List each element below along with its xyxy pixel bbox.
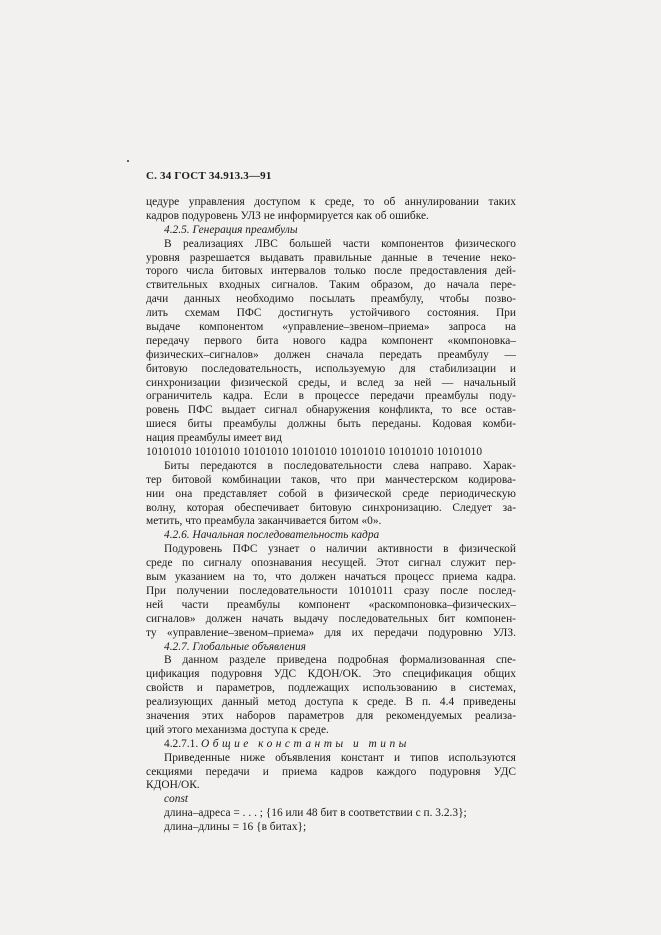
word: таков, xyxy=(291,473,321,486)
word: наборов xyxy=(236,709,276,722)
word: их xyxy=(351,626,364,639)
word: передачи xyxy=(205,765,250,778)
text-line: 4.2.6. Начальная последовательность кадра xyxy=(164,529,380,542)
word: среде xyxy=(402,487,429,500)
text-line xyxy=(146,585,516,599)
word: битовой xyxy=(172,473,212,486)
word: ПФС xyxy=(236,307,262,320)
word: При xyxy=(495,307,516,320)
word: после xyxy=(374,265,402,278)
word: спе- xyxy=(495,654,516,667)
text-line xyxy=(146,502,516,516)
word: приведены xyxy=(463,696,516,709)
word: ту xyxy=(146,626,157,639)
text-line xyxy=(146,335,516,349)
word: для xyxy=(398,362,416,375)
text-line xyxy=(146,238,516,252)
text-line xyxy=(146,404,516,418)
word: данный xyxy=(221,696,259,709)
word: приема xyxy=(442,571,478,584)
word: констант xyxy=(340,751,384,764)
word: поду- xyxy=(489,390,516,403)
word: последовательных xyxy=(338,612,429,625)
text-line xyxy=(146,682,516,696)
word: выдаче xyxy=(146,321,181,334)
word: кадра. xyxy=(223,390,253,403)
word: При xyxy=(146,584,167,597)
word: что xyxy=(275,571,292,584)
word: физической xyxy=(334,487,392,500)
word: УДС xyxy=(273,668,297,681)
word: за- xyxy=(502,501,516,514)
word: дей- xyxy=(495,265,516,278)
word: разрешается xyxy=(189,251,250,264)
word: Кодовая xyxy=(432,418,472,431)
word: первого xyxy=(203,334,242,347)
word: реализациях xyxy=(183,237,244,250)
word: передать xyxy=(379,348,422,361)
word: должен xyxy=(205,612,242,625)
word: за xyxy=(394,376,404,389)
word: ровень xyxy=(146,404,180,417)
word: направо. xyxy=(430,459,472,472)
word: нии xyxy=(146,487,165,500)
word: В xyxy=(164,654,172,667)
word: несущей. xyxy=(321,557,367,570)
word: служит xyxy=(450,557,486,570)
word: Таким xyxy=(329,279,360,292)
word: опознавания xyxy=(251,557,313,570)
text-line: метить, что преамбула заканчивается битом «0». xyxy=(146,515,382,528)
word: ЛВС xyxy=(254,237,278,250)
word: передачи xyxy=(373,626,418,639)
word: «компоновка– xyxy=(447,334,516,347)
word: стабилизации xyxy=(429,362,497,375)
word: данных xyxy=(184,293,221,306)
text-line xyxy=(146,363,516,377)
text-line xyxy=(146,265,516,279)
word: нового xyxy=(292,334,326,347)
word: которая xyxy=(186,501,224,514)
word: интервалов xyxy=(270,265,327,278)
word: бит xyxy=(438,612,456,625)
word: цедуре xyxy=(146,196,180,208)
word: передачи xyxy=(370,390,415,403)
word: должен xyxy=(274,348,311,361)
word: приведена xyxy=(276,654,327,667)
word: приема xyxy=(282,765,318,778)
word: последовательности xyxy=(239,584,338,597)
word: кадра. xyxy=(486,571,516,584)
word: системах, xyxy=(469,682,516,695)
text-line xyxy=(146,752,516,766)
word: используемую xyxy=(315,362,386,375)
word: «управление–звеном–приема» xyxy=(166,626,315,639)
word: по xyxy=(182,557,194,570)
word: неко- xyxy=(490,251,516,264)
word: предоставления xyxy=(410,265,488,278)
word: позво- xyxy=(484,293,516,306)
word: ПФС xyxy=(232,543,258,556)
word: среды, xyxy=(298,376,331,389)
word: 4.4 xyxy=(439,696,455,709)
text-line xyxy=(146,627,516,641)
text-line: 4.2.5. Генерация преамбулы xyxy=(164,223,298,236)
word: передачу xyxy=(146,334,190,347)
word: сигнал xyxy=(264,404,298,417)
text-line xyxy=(146,293,516,307)
word: запроса xyxy=(448,321,486,334)
word: преамбулу, xyxy=(370,293,424,306)
word: типов xyxy=(410,751,439,764)
word: обеспечивает xyxy=(234,501,300,514)
word: обнаружения xyxy=(306,404,370,417)
word: параметров xyxy=(288,709,345,722)
word: слева xyxy=(393,459,420,472)
word: состояния. xyxy=(427,307,479,320)
word: только xyxy=(334,265,366,278)
word: доступом xyxy=(254,196,301,208)
word: физической xyxy=(459,543,516,556)
text-line: длина–длины = 16 {в битах}; xyxy=(164,821,307,834)
word: для xyxy=(324,626,342,639)
text-line xyxy=(146,377,516,391)
word: входных xyxy=(218,279,261,292)
word: синхронизацию. xyxy=(362,501,442,514)
word: ней xyxy=(414,376,432,389)
word: в xyxy=(450,682,456,695)
text-line xyxy=(146,571,516,585)
word: то, xyxy=(253,571,267,584)
word: ограничитель xyxy=(146,390,213,403)
text-line xyxy=(146,460,516,474)
document-body xyxy=(146,196,516,835)
word: собой xyxy=(278,487,307,500)
word: представляет xyxy=(203,487,268,500)
section-number: 4.2.7.1. xyxy=(164,737,202,750)
word: п. xyxy=(421,696,431,709)
word: ней xyxy=(146,598,164,611)
word: торого xyxy=(146,265,178,278)
text-line xyxy=(146,696,516,710)
word: «раскомпоновка–физических– xyxy=(368,598,516,611)
word: переданы. xyxy=(371,418,422,431)
text-line xyxy=(146,654,516,668)
word: подуровня xyxy=(429,765,481,778)
text-line: 4.2.7. Глобальные объявления xyxy=(164,640,306,653)
word: компонент xyxy=(298,598,351,611)
word: передаются xyxy=(200,459,257,472)
word: этих xyxy=(201,709,224,722)
word: подробная xyxy=(337,654,389,667)
text-line xyxy=(146,418,516,432)
word: каждого xyxy=(376,765,417,778)
word: аннулировании xyxy=(404,196,479,208)
word: чтобы xyxy=(439,293,470,306)
word: должны xyxy=(287,418,327,431)
word: должен xyxy=(300,571,336,584)
text-line xyxy=(146,668,516,682)
word: тер xyxy=(146,473,162,486)
word: разделе xyxy=(229,654,266,667)
word: управления xyxy=(188,196,245,208)
word: то xyxy=(441,404,453,417)
text-line xyxy=(146,279,516,293)
word: ствительных xyxy=(146,279,208,292)
spaced-heading: Общие константы и типы xyxy=(201,737,410,750)
word: к xyxy=(352,696,358,709)
word: компонентом xyxy=(199,321,264,334)
word: шиеся xyxy=(146,418,177,431)
text-line xyxy=(146,599,516,613)
word: и xyxy=(509,362,516,375)
word: в xyxy=(427,251,433,264)
page-header: С. 34 ГОСТ 34.913.3—91 xyxy=(146,170,272,182)
word: в xyxy=(298,390,304,403)
text-line: КДОН/ОК. xyxy=(146,779,200,792)
word: лить xyxy=(146,307,168,320)
text-line: длина–адреса = . . . ; {16 или 48 бит в соответствии с п. 3.2.3}; xyxy=(164,807,467,820)
word: начала xyxy=(446,279,480,292)
word: Этот xyxy=(375,557,399,570)
word: цификация xyxy=(146,668,200,681)
scan-dot xyxy=(127,160,129,162)
word: пер- xyxy=(495,557,516,570)
word: компонентов xyxy=(381,237,444,250)
word: свойств xyxy=(146,682,184,695)
word: формализованная xyxy=(399,654,486,667)
word: начать xyxy=(251,612,284,625)
word: Приведенные xyxy=(164,751,230,764)
text-line xyxy=(146,321,516,335)
word: использованию xyxy=(362,682,438,695)
word: и xyxy=(394,751,401,764)
word: достигнуть xyxy=(278,307,333,320)
word: узнает xyxy=(267,543,300,556)
word: при xyxy=(356,473,375,486)
text-line: нация преамбулы имеет вид xyxy=(146,432,282,445)
word: параметров, xyxy=(215,682,275,695)
word: компонент xyxy=(381,334,434,347)
word: В xyxy=(405,696,413,709)
word: пере- xyxy=(490,279,516,292)
word: биты xyxy=(187,418,213,431)
word: таких xyxy=(488,196,516,208)
word: физической xyxy=(230,376,288,389)
word: периодическую xyxy=(440,487,516,500)
word: получении xyxy=(176,584,229,597)
word: битовую xyxy=(309,501,352,514)
word: Следует xyxy=(452,501,492,514)
word: о xyxy=(309,543,316,556)
word: метод xyxy=(267,696,296,709)
word: быть xyxy=(337,418,361,431)
word: «управление–звеном–приема» xyxy=(282,321,430,334)
word: в xyxy=(443,543,449,556)
word: преамбулы xyxy=(226,598,281,611)
text-line xyxy=(146,349,516,363)
word: среде. xyxy=(366,696,397,709)
word: рекомендуемых xyxy=(385,709,463,722)
word: что xyxy=(330,473,347,486)
word: образом, xyxy=(370,279,414,292)
text-line xyxy=(146,766,516,780)
word: секциями xyxy=(146,765,193,778)
word: процессе xyxy=(314,390,360,403)
word: кадра xyxy=(340,334,368,347)
word: вслед xyxy=(357,376,384,389)
word: волну, xyxy=(146,501,177,514)
word: выдачу xyxy=(293,612,329,625)
word: Подуровень xyxy=(164,543,223,556)
word: сначала xyxy=(326,348,364,361)
word: реализующих xyxy=(146,696,213,709)
word: до xyxy=(424,279,436,292)
text-line xyxy=(146,307,516,321)
word: к xyxy=(309,196,316,208)
word: послед- xyxy=(478,584,516,597)
word: кадров xyxy=(330,765,364,778)
word: большей xyxy=(289,237,332,250)
word: сигналов» xyxy=(146,612,196,625)
word: среде, xyxy=(324,196,355,208)
text-line xyxy=(146,557,516,571)
word: ниже xyxy=(240,751,266,764)
text-line xyxy=(146,543,516,557)
word: преамбулы xyxy=(425,390,479,403)
word: — xyxy=(441,376,454,389)
word: на xyxy=(233,571,245,584)
word: подуровня xyxy=(211,668,263,681)
word: сигнал xyxy=(408,557,442,570)
word: кодирова- xyxy=(468,473,516,486)
word: бита xyxy=(256,334,279,347)
word: уровня xyxy=(146,251,180,264)
word: указанием xyxy=(174,571,225,584)
word: УДС xyxy=(493,765,516,778)
word: начаться xyxy=(344,571,387,584)
word: сигналов. xyxy=(271,279,319,292)
word: схемам xyxy=(184,307,220,320)
word: доступа xyxy=(304,696,344,709)
text-line: const xyxy=(164,793,189,806)
word: преамбулы xyxy=(223,418,277,431)
word: в xyxy=(317,487,324,500)
word: и xyxy=(262,765,269,778)
word: течение xyxy=(442,251,481,264)
word: КДОН/ОК. xyxy=(307,668,362,681)
word: данные xyxy=(381,251,418,264)
text-line xyxy=(146,613,516,627)
word: она xyxy=(175,487,193,500)
word: части xyxy=(181,598,209,611)
word: манчестерском xyxy=(385,473,458,486)
word: части xyxy=(342,237,370,250)
text-line: кадров подуровень УЛЗ не информируется как об ошибке. xyxy=(146,209,429,222)
word: среде xyxy=(146,557,173,570)
word: объявления xyxy=(275,751,331,764)
word: ПФС xyxy=(187,404,213,417)
word: используются xyxy=(448,751,516,764)
word: правильные xyxy=(313,251,372,264)
word: выдает xyxy=(221,404,256,417)
word: конфликта, xyxy=(378,404,433,417)
word: битовых xyxy=(221,265,263,278)
word: процесс xyxy=(394,571,434,584)
word: Это xyxy=(372,668,391,681)
text-line xyxy=(146,390,516,404)
word: активности xyxy=(377,543,433,556)
text-line xyxy=(146,710,516,724)
word: В xyxy=(164,237,172,250)
word: преамбулу xyxy=(437,348,489,361)
word: УЛЗ. xyxy=(492,626,516,639)
word: 10101011 xyxy=(348,584,394,597)
word: Если xyxy=(263,390,288,403)
word: все xyxy=(461,404,477,417)
text-line xyxy=(146,738,516,752)
word: остав- xyxy=(485,404,516,417)
word: реализа- xyxy=(474,709,516,722)
word: устойчивого xyxy=(349,307,411,320)
word: и xyxy=(196,682,203,695)
word: в xyxy=(267,459,273,472)
text-line xyxy=(146,196,516,210)
word: подуровню xyxy=(428,626,483,639)
word: выдавать xyxy=(259,251,304,264)
word: значения xyxy=(146,709,190,722)
word: последовательности xyxy=(283,459,383,472)
word: Харак- xyxy=(482,459,516,472)
word: сразу xyxy=(403,584,430,597)
word: подлежащих xyxy=(287,682,350,695)
word: последовательность, xyxy=(201,362,302,375)
text-line: ций этого механизма доступа к среде. xyxy=(146,723,329,736)
word: вым xyxy=(146,571,167,584)
word: компонен- xyxy=(465,612,516,625)
word: спецификация xyxy=(402,668,473,681)
word: данном xyxy=(182,654,219,667)
word: на xyxy=(504,321,516,334)
text-line xyxy=(146,488,516,502)
word: — xyxy=(504,348,516,361)
word: наличии xyxy=(326,543,368,556)
text-line: 10101010 10101010 10101010 10101010 10101010 10101010 10101010 xyxy=(146,446,483,459)
word: числа xyxy=(186,265,214,278)
word: посылать xyxy=(309,293,355,306)
word: битовую xyxy=(146,362,188,375)
word: после xyxy=(440,584,469,597)
word: комбинации xyxy=(221,473,281,486)
word: комби- xyxy=(482,418,516,431)
word: начальный xyxy=(463,376,516,389)
word: необходимо xyxy=(236,293,294,306)
word: синхронизации xyxy=(146,376,221,389)
word: общих xyxy=(483,668,516,681)
word: физического xyxy=(455,237,516,250)
word: физических–сигналов» xyxy=(146,348,259,361)
text-line xyxy=(146,474,516,488)
word: Биты xyxy=(164,459,190,472)
word: для xyxy=(356,709,374,722)
word: сигналу xyxy=(203,557,242,570)
word: об xyxy=(383,196,396,208)
word: то xyxy=(363,196,375,208)
word: дачи xyxy=(146,293,169,306)
text-line xyxy=(146,252,516,266)
word: и xyxy=(340,376,347,389)
